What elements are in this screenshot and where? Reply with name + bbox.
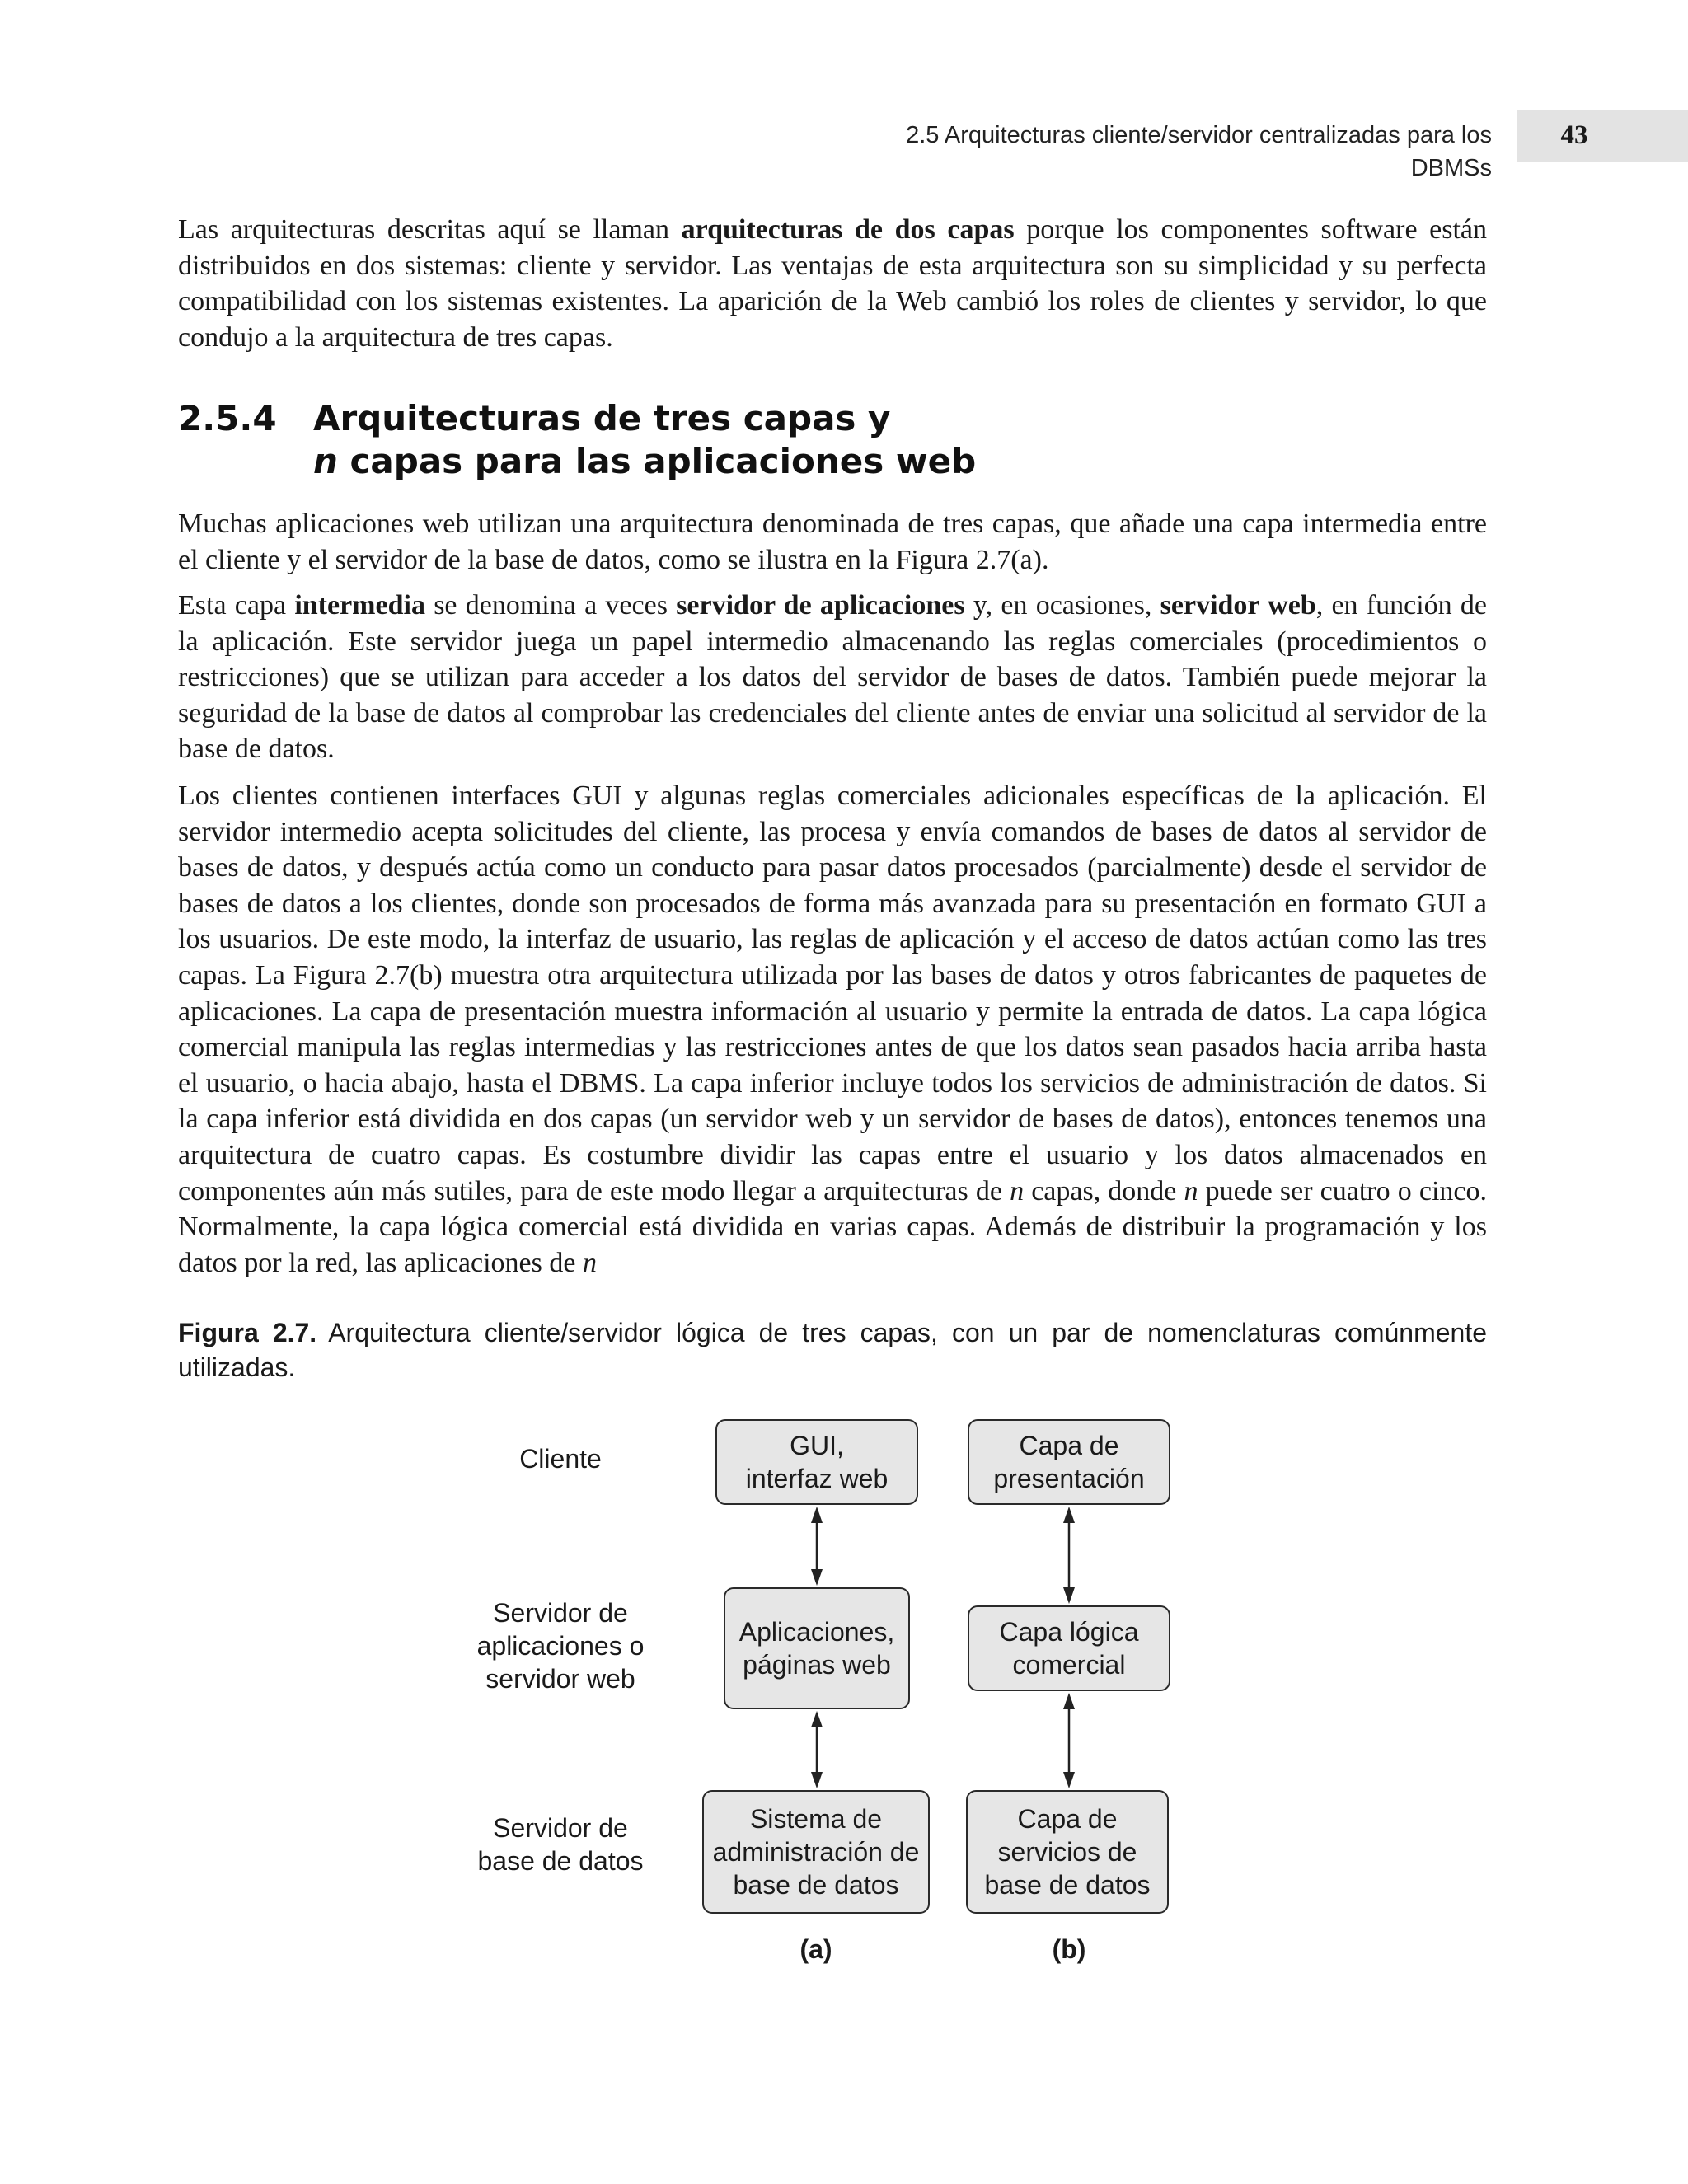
box-applications-web-pages: Aplicaciones, páginas web [724, 1587, 910, 1709]
p3-text-3: puede ser cuatro o cinco. Normalmente, la capa lógica comercial está dividida en varias capas. Además de distribuir la programación y los datos por la red, las aplicaciones de [178, 1175, 1487, 1278]
three-tier-diagram [462, 1401, 1203, 1978]
p3-text-1: Los clientes contienen interfaces GUI y algunas reglas comerciales adicionales específicas de la aplicación. El servidor intermedio acepta solicitudes del cliente, las procesa y envía comandos de bases de datos al servidor de bases de datos, y después actúa como un conducto para pasar datos procesados (parcialmente) desde el servidor de bases de datos a los clientes, donde son procesados de forma más avanzada para su presentación en formato GUI a los usuarios. De este modo, la interfaz de usuario, las reglas de aplicación y el acceso de datos actúan como las tres capas. La Figura 2.7(b) muestra otra arquitectura utilizada por las bases de datos y otros fabricantes de paquetes de aplicaciones. La capa de presentación muestra información al usuario y permite la entrada de datos. La capa lógica comercial manipula las reglas intermedias y las restricciones antes de que los datos sean pasados hacia arriba hasta el usuario, o hacia abajo, hasta el DBMS. La capa inferior incluye todos los servicios de administración de datos. Si la capa inferior está dividida en dos capas (un servidor web y un servidor de bases de datos), entonces tenemos una arquitectura de cuatro capas. Es costumbre dividir las capas entre el usuario y los datos almacenados en componentes aún más sutiles, para de este modo llegar a arquitecturas de [178, 780, 1487, 1207]
body-paragraph-2 [178, 588, 1487, 767]
sub-label-b: (b) [1052, 1934, 1086, 1964]
p2-term-servidor-web: servidor web [1160, 590, 1316, 621]
intro-text-2: porque los componentes software están distribuidos en dos sistemas: cliente y servidor. Las ventajas de esta arquitectura son su simplicidad y su perfecta compatibilidad con los sistemas existentes. La aparición de la Web cambió los roles de clientes y servidor, lo que condujo a la arquitectura de tres capas. [178, 214, 1488, 353]
box-database-services-layer: Capa de servicios de base de datos [966, 1790, 1169, 1914]
p2-term-servidor-aplicaciones: servidor de aplicaciones [676, 590, 965, 621]
p2-text-2: se denomina a veces [424, 590, 677, 621]
intro-paragraph [178, 212, 1487, 355]
page-number: 43 [1560, 120, 1588, 150]
p2-term-intermedia: intermedia [294, 590, 425, 621]
box-business-logic-layer: Capa lógica comercial [968, 1605, 1170, 1691]
p2-text-4: , en función de la aplicación. Este servidor juega un papel intermedio almacenando las reglas comerciales (procedimientos o restricciones) que se utilizan para acceder a los datos del servidor de bases de datos. También puede mejorar la seguridad de la base de datos al comprobar las credenciales del cliente antes de enviar una solicitud al servidor de la base de datos. [178, 590, 1487, 765]
arrow-a-top [804, 1507, 829, 1586]
arrow-b-top [1057, 1507, 1081, 1604]
p3-italic-n-2: n [1184, 1175, 1198, 1207]
p2-text-1: Esta capa [178, 590, 295, 621]
intro-term: arquitecturas de dos capas [681, 214, 1015, 245]
p3-text-2: capas, donde [1024, 1175, 1184, 1207]
row-label-app-server: Servidor de aplicaciones o servidor web [476, 1598, 645, 1694]
p2-text-3: y, en ocasiones, [964, 590, 1160, 621]
section-title-n: n [313, 441, 338, 481]
body-paragraph-3 [178, 778, 1487, 1281]
row-label-db-server: Servidor de base de datos [477, 1813, 644, 1876]
section-number: 2.5.4 [178, 398, 277, 438]
section-heading [178, 397, 976, 483]
box-gui-web-interface: GUI, interfaz web [715, 1419, 918, 1505]
section-title-line2-rest: capas para las aplicaciones web [337, 441, 977, 481]
figure-caption-text: Arquitectura cliente/servidor lógica de tres capas, con un par de nomenclaturas comúnmente utilizadas. [178, 1318, 1487, 1382]
p3-italic-n-3: n [582, 1247, 597, 1278]
row-label-client: Cliente [519, 1444, 602, 1474]
section-title-line2 [178, 440, 976, 483]
arrow-b-bottom [1057, 1693, 1081, 1788]
body-paragraph-1: Muchas aplicaciones web utilizan una arquitectura denominada de tres capas, que añade una capa intermedia entre el cliente y el servidor de la base de datos, como se ilustra en la Figura 2.7(a). [178, 509, 1487, 575]
running-head: 2.5 Arquitecturas cliente/servidor centralizadas para los DBMSs [906, 122, 1492, 181]
figure-label: Figura 2.7. [178, 1318, 317, 1347]
figure-caption [178, 1315, 1487, 1385]
p3-italic-n-1: n [1010, 1175, 1025, 1207]
intro-text-1: Las arquitecturas descritas aquí se llaman [178, 214, 682, 245]
box-dbms: Sistema de administración de base de datos [702, 1790, 930, 1914]
box-presentation-layer: Capa de presentación [968, 1419, 1170, 1505]
arrow-a-bottom [804, 1711, 829, 1788]
section-title-line1: Arquitecturas de tres capas y [313, 398, 891, 438]
sub-label-a: (a) [799, 1934, 832, 1964]
